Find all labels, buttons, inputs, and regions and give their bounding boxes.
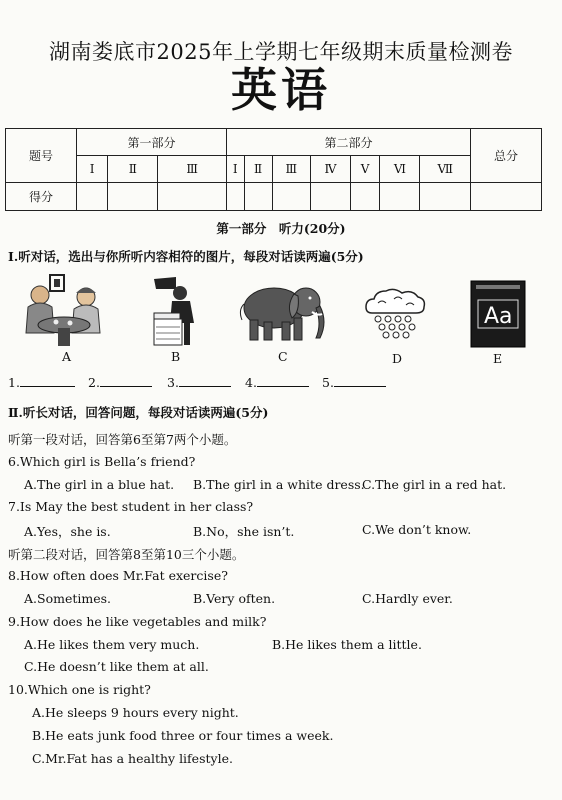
dialogue2-intro: 听第二段对话，回答第8至第10三个小题。 xyxy=(8,547,245,562)
section-header: Ⅰ xyxy=(77,156,108,183)
total-header: 总分 xyxy=(471,129,542,183)
option-10a[interactable]: A.He sleeps 9 hours every night. xyxy=(32,705,239,720)
score-cell[interactable] xyxy=(158,183,227,211)
blank-line[interactable] xyxy=(334,374,386,387)
blank-number: 5. xyxy=(322,375,334,390)
answer-blank-1[interactable] xyxy=(8,374,75,390)
question-10: 10.Which one is right? xyxy=(8,682,151,697)
blank-line[interactable] xyxy=(100,374,152,387)
answer-blank-4[interactable] xyxy=(245,374,309,390)
people-eating-icon xyxy=(20,273,108,348)
section-header: Ⅲ xyxy=(272,156,310,183)
part2-header: 第二部分 xyxy=(226,129,470,156)
picture-d xyxy=(362,287,428,343)
exam-title: 湖南娄底市2025年上学期七年级期末质量检测卷 xyxy=(49,40,513,64)
dialogue1-intro: 听第一段对话，回答第6至第7两个小题。 xyxy=(8,432,237,447)
blank-number: 3. xyxy=(167,375,179,390)
score-cell[interactable] xyxy=(77,183,108,211)
option-7a[interactable]: A.Yes，she is. xyxy=(24,524,111,539)
section-header: Ⅶ xyxy=(420,156,471,183)
picture-label-a: A xyxy=(62,349,72,364)
letters-aa-icon xyxy=(470,280,526,348)
option-9a[interactable]: A.He likes them very much. xyxy=(24,637,200,652)
option-7c[interactable]: C.We don’t know. xyxy=(362,522,472,537)
section-header: Ⅴ xyxy=(350,156,380,183)
blank-line[interactable] xyxy=(179,374,231,387)
section1-instruction: Ⅰ.听对话，选出与你所听内容相符的图片，每段对话读两遍(5分) xyxy=(8,249,364,264)
picture-label-e: E xyxy=(493,351,503,366)
answer-blank-5[interactable] xyxy=(322,374,386,390)
section-header: Ⅱ xyxy=(244,156,272,183)
picture-c xyxy=(236,280,328,344)
option-9c[interactable]: C.He doesn’t like them at all. xyxy=(24,659,209,674)
score-table xyxy=(5,128,542,211)
score-cell[interactable] xyxy=(350,183,380,211)
score-row-label: 得分 xyxy=(6,183,77,211)
question-7: 7.Is May the best student in her class? xyxy=(8,499,254,514)
blank-line[interactable] xyxy=(257,374,309,387)
answer-blank-3[interactable] xyxy=(167,374,231,390)
blank-line[interactable] xyxy=(20,374,75,387)
option-9b[interactable]: B.He likes them a little. xyxy=(272,637,422,652)
picture-label-b: B xyxy=(171,349,181,364)
blank-number: 4. xyxy=(245,375,257,390)
section2-instruction: Ⅱ.听长对话，回答问题，每段对话读两遍(5分) xyxy=(8,405,269,420)
blank-number: 1. xyxy=(8,375,20,390)
section-header: Ⅲ xyxy=(158,156,227,183)
part1-header: 第一部分 xyxy=(77,129,227,156)
question-9: 9.How does he like vegetables and milk? xyxy=(8,614,267,629)
option-6c[interactable]: C.The girl in a red hat. xyxy=(362,477,507,492)
section-header: Ⅱ xyxy=(108,156,158,183)
score-cell[interactable] xyxy=(108,183,158,211)
option-10c[interactable]: C.Mr.Fat has a healthy lifestyle. xyxy=(32,751,233,766)
option-10b[interactable]: B.He eats junk food three or four times a week. xyxy=(32,728,334,743)
option-8b[interactable]: B.Very often. xyxy=(193,591,276,606)
question-number-header: 题号 xyxy=(6,129,77,183)
part1-heading: 第一部分 听力(20分) xyxy=(216,221,346,236)
score-cell[interactable] xyxy=(380,183,420,211)
picture-label-d: D xyxy=(392,351,403,366)
picture-a xyxy=(20,273,108,348)
option-6a[interactable]: A.The girl in a blue hat. xyxy=(24,477,175,492)
option-7b[interactable]: B.No，she isn’t. xyxy=(193,524,295,539)
option-6b[interactable]: B.The girl in a white dress. xyxy=(193,477,365,492)
total-score-cell[interactable] xyxy=(471,183,542,211)
score-cell[interactable] xyxy=(226,183,244,211)
person-cooking-icon xyxy=(150,275,205,347)
question-6: 6.Which girl is Bella’s friend? xyxy=(8,454,196,469)
elephant-icon xyxy=(236,280,328,344)
section-header: Ⅵ xyxy=(380,156,420,183)
picture-label-c: C xyxy=(278,349,288,364)
blank-number: 2. xyxy=(88,375,100,390)
picture-b xyxy=(150,275,205,347)
answer-blank-2[interactable] xyxy=(88,374,152,390)
option-8a[interactable]: A.Sometimes. xyxy=(24,591,111,606)
option-8c[interactable]: C.Hardly ever. xyxy=(362,591,453,606)
picture-e xyxy=(470,280,526,348)
score-cell[interactable] xyxy=(420,183,471,211)
card-letters: Aa xyxy=(484,304,513,329)
subject-title: 英语 xyxy=(231,63,331,117)
score-cell[interactable] xyxy=(244,183,272,211)
section-header: Ⅳ xyxy=(311,156,351,183)
score-cell[interactable] xyxy=(311,183,351,211)
question-8: 8.How often does Mr.Fat exercise? xyxy=(8,568,228,583)
hail-cloud-icon xyxy=(362,287,428,343)
section-header: Ⅰ xyxy=(226,156,244,183)
score-cell[interactable] xyxy=(272,183,310,211)
